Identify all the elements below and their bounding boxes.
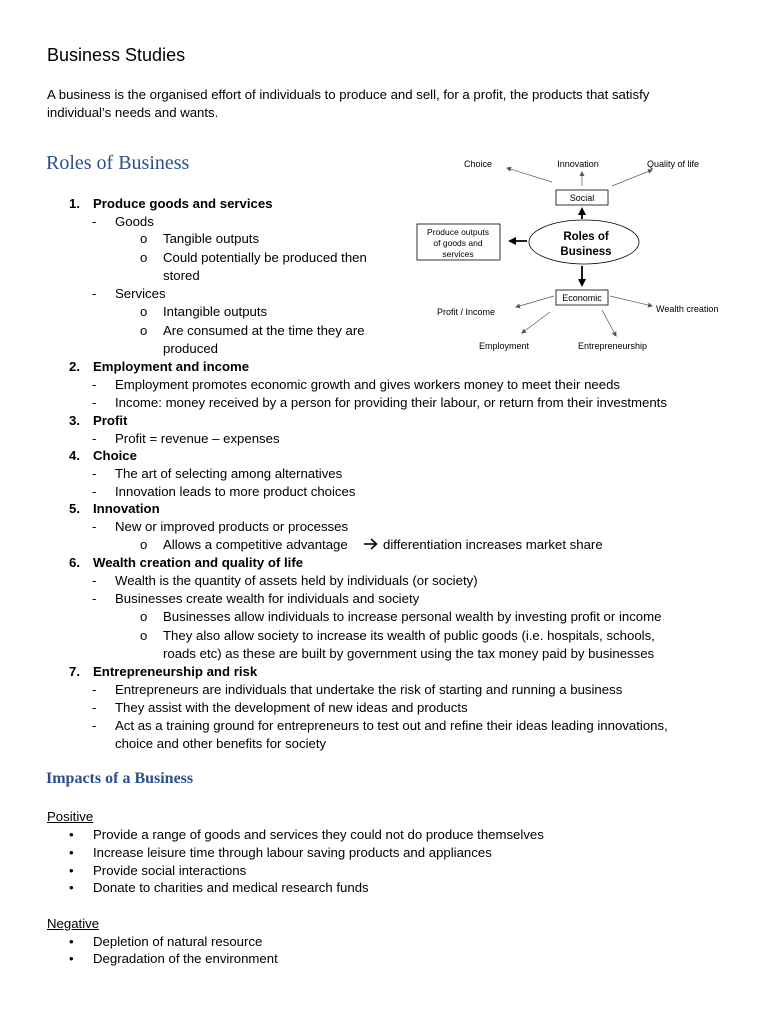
- diagram-label-employment: Employment: [479, 341, 530, 351]
- list-item: The art of selecting among alternatives: [115, 466, 343, 481]
- diagram-label-quality: Quality of life: [647, 159, 700, 169]
- arrow-to-employment: [522, 312, 550, 333]
- role-title: Produce goods and services: [93, 196, 273, 211]
- diagram-label-choice: Choice: [464, 159, 493, 169]
- list-item: Tangible outputs: [163, 231, 260, 246]
- list-item: Could potentially be produced then: [163, 250, 367, 265]
- list-item: choice and other benefits for society: [115, 736, 327, 751]
- list-item: Allows a competitive advantage: [163, 537, 348, 552]
- dash-marker: -: [92, 395, 97, 410]
- bullet-marker: •: [69, 951, 74, 966]
- dash-marker: -: [92, 573, 97, 588]
- dash-marker: -: [92, 591, 97, 606]
- bullet-marker: •: [69, 880, 74, 895]
- list-item: Provide social interactions: [93, 863, 247, 878]
- dash-marker: -: [92, 286, 97, 301]
- list-item: Businesses create wealth for individuals and society: [115, 591, 420, 606]
- role-title: Innovation: [93, 501, 160, 516]
- right-arrow-icon: [363, 537, 379, 551]
- list-item: Services: [115, 286, 166, 301]
- circle-marker: o: [140, 323, 148, 338]
- roles-heading: Roles of Business: [46, 152, 190, 174]
- bullet-marker: •: [69, 845, 74, 860]
- role-title: Choice: [93, 448, 137, 463]
- circle-marker: o: [140, 628, 148, 643]
- list-item: differentiation increases market share: [383, 537, 603, 552]
- list-item: Profit = revenue – expenses: [115, 431, 280, 446]
- dash-marker: -: [92, 431, 97, 446]
- circle-marker: o: [140, 250, 148, 265]
- circle-marker: o: [140, 609, 148, 624]
- role-title: Employment and income: [93, 359, 250, 374]
- dash-marker: -: [92, 519, 97, 534]
- diagram-label-entrepreneurship: Entrepreneurship: [578, 341, 648, 351]
- diagram-label-innovation: Innovation: [557, 159, 599, 169]
- list-item: Act as a training ground for entrepreneurs to test out and refine their ideas leading innovations,: [115, 718, 668, 733]
- list-item: Are consumed at the time they are: [163, 323, 365, 338]
- dash-marker: -: [92, 718, 97, 733]
- diagram-produce-line3: services: [442, 249, 474, 259]
- arrow-to-quality: [612, 170, 652, 186]
- diagram-produce-line2: of goods and: [433, 238, 483, 248]
- list-item: New or improved products or processes: [115, 519, 349, 534]
- dash-marker: -: [92, 466, 97, 481]
- list-number: 2.: [69, 359, 80, 374]
- intro-line-1: A business is the organised effort of individuals to produce and sell, for a profit, the products that satisfy: [47, 87, 650, 102]
- bullet-marker: •: [69, 863, 74, 878]
- list-item: produced: [163, 341, 218, 356]
- diagram-label-economic: Economic: [562, 293, 602, 303]
- circle-marker: o: [140, 537, 148, 552]
- list-item: Increase leisure time through labour saving products and appliances: [93, 845, 492, 860]
- list-item: Donate to charities and medical research funds: [93, 880, 369, 895]
- diagram-center-line2: Business: [560, 246, 612, 258]
- positive-heading: Positive: [47, 809, 94, 824]
- list-item: They assist with the development of new ideas and products: [115, 700, 468, 715]
- dash-marker: -: [92, 682, 97, 697]
- circle-marker: o: [140, 304, 148, 319]
- diagram-produce-line1: Produce outputs: [427, 227, 489, 237]
- arrow-to-wealth: [610, 296, 652, 306]
- list-item: They also allow society to increase its wealth of public goods (i.e. hospitals, schools,: [163, 628, 655, 643]
- list-item: Degradation of the environment: [93, 951, 278, 966]
- dash-marker: -: [92, 377, 97, 392]
- arrow-to-profit: [516, 296, 554, 307]
- list-item: Intangible outputs: [163, 304, 268, 319]
- roles-diagram: [412, 150, 732, 360]
- diagram-label-social: Social: [569, 193, 595, 203]
- list-item: roads etc) as these are built by government using the tax money paid by businesses: [163, 646, 655, 661]
- diagram-center-line1: Roles of: [563, 231, 609, 243]
- list-item: Businesses allow individuals to increase personal wealth by investing profit or income: [163, 609, 662, 624]
- list-item: Wealth is the quantity of assets held by individuals (or society): [115, 573, 478, 588]
- page-title: Business Studies: [47, 45, 186, 65]
- list-number: 3.: [69, 413, 80, 428]
- list-item: Innovation leads to more product choices: [115, 484, 356, 499]
- role-title: Profit: [93, 413, 128, 428]
- dash-marker: -: [92, 484, 97, 499]
- list-number: 5.: [69, 501, 80, 516]
- diagram-label-wealth: Wealth creation: [656, 304, 719, 314]
- circle-marker: o: [140, 231, 148, 246]
- negative-heading: Negative: [47, 916, 100, 931]
- list-number: 7.: [69, 664, 80, 679]
- arrow-to-choice: [507, 168, 552, 182]
- impacts-heading: Impacts of a Business: [46, 770, 194, 787]
- bullet-marker: •: [69, 827, 74, 842]
- role-title: Wealth creation and quality of life: [93, 555, 304, 570]
- list-item: Employment promotes economic growth and gives workers money to meet their needs: [115, 377, 621, 392]
- list-number: 6.: [69, 555, 80, 570]
- list-number: 1.: [69, 196, 80, 211]
- list-item: Depletion of natural resource: [93, 934, 263, 949]
- list-number: 4.: [69, 448, 80, 463]
- intro-line-2: individual’s needs and wants.: [47, 105, 219, 120]
- list-item: Entrepreneurs are individuals that undertake the risk of starting and running a business: [115, 682, 623, 697]
- bullet-marker: •: [69, 934, 74, 949]
- list-item: Goods: [115, 214, 154, 229]
- dash-marker: -: [92, 214, 97, 229]
- list-item: Provide a range of goods and services they could not do produce themselves: [93, 827, 544, 842]
- arrow-to-entrepreneurship: [602, 310, 616, 336]
- list-item: Income: money received by a person for providing their labour, or return from their investments: [115, 395, 667, 410]
- diagram-label-profit: Profit / Income: [437, 307, 496, 317]
- role-title: Entrepreneurship and risk: [93, 664, 258, 679]
- list-item: stored: [163, 268, 200, 283]
- dash-marker: -: [92, 700, 97, 715]
